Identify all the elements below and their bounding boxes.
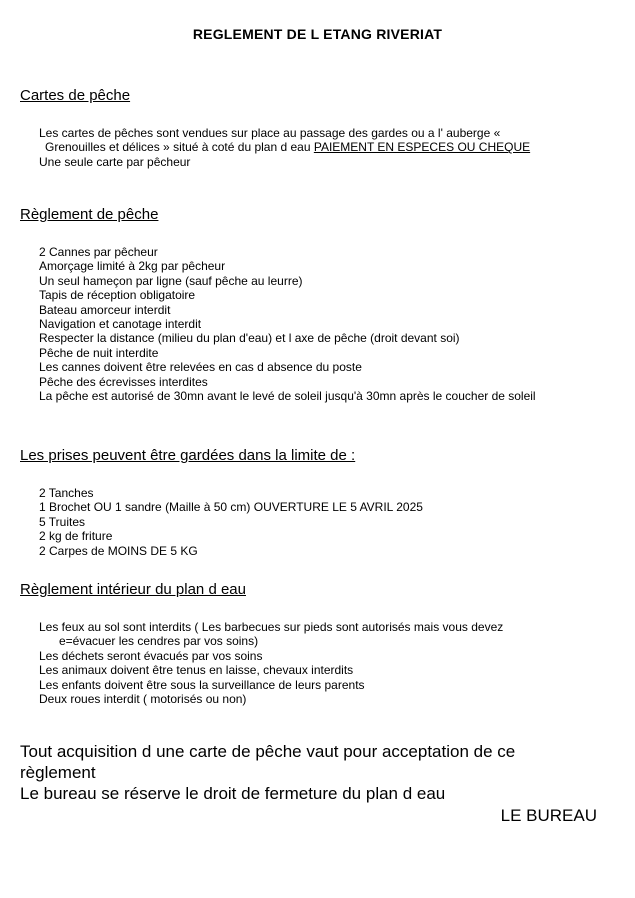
list-item: Pêche de nuit interdite — [39, 345, 159, 360]
list-item: Les animaux doivent être tenus en laisse, chevaux interdits — [39, 663, 354, 678]
interieur-line-2: e=évacuer les cendres par vos soins) — [59, 634, 259, 649]
cartes-line-3: Une seule carte par pêcheur — [39, 154, 191, 169]
list-item: 2 kg de friture — [39, 529, 113, 544]
list-item: 1 Brochet OU 1 sandre (Maille à 50 cm) OUVERTURE LE 5 AVRIL 2025 — [39, 500, 423, 515]
section-heading-interieur: Règlement intérieur du plan d eau — [20, 581, 246, 598]
list-item: Tapis de réception obligatoire — [39, 288, 196, 303]
section-heading-cartes: Cartes de pêche — [20, 87, 131, 104]
list-item: Les enfants doivent être sous la surveillance de leurs parents — [39, 677, 365, 692]
signature: LE BUREAU — [500, 806, 597, 825]
interieur-list — [39, 620, 503, 706]
list-item: Les cannes doivent être relevées en cas d absence du poste — [39, 360, 362, 375]
list-item: Deux roues interdit ( motorisés ou non) — [39, 692, 247, 707]
cartes-text-block — [39, 126, 530, 169]
cartes-line-2-text: Grenouilles et délices » situé à coté du plan d eau — [45, 140, 314, 155]
page-title: REGLEMENT DE L ETANG RIVERIAT — [192, 26, 443, 42]
list-item: Respecter la distance (milieu du plan d'eau) et l axe de pêche (droit devant soi) — [39, 331, 460, 346]
list-item: La pêche est autorisé de 30mn avant le levé de soleil jusqu'à 30mn après le coucher de soleil — [39, 389, 536, 404]
closing-line-1: Tout acquisition d une carte de pêche vaut pour acceptation de ce — [20, 742, 516, 761]
payment-notice: PAIEMENT EN ESPECES OU CHEQUE — [313, 140, 531, 155]
list-item: Les déchets seront évacués par vos soins — [39, 648, 263, 663]
closing-statement — [20, 741, 515, 804]
list-item: Bateau amorceur interdit — [39, 302, 171, 317]
closing-line-3: Le bureau se réserve le droit de fermeture du plan d eau — [20, 784, 446, 803]
list-item: Navigation et canotage interdit — [39, 317, 202, 332]
list-item: 2 Tanches — [39, 486, 94, 500]
list-item: 5 Truites — [39, 514, 86, 529]
list-item: Amorçage limité à 2kg par pêcheur — [39, 259, 226, 274]
cartes-line-2 — [39, 140, 530, 154]
section-heading-reglement: Règlement de pêche — [20, 206, 159, 223]
list-item: Un seul hameçon par ligne (sauf pêche au leurre) — [39, 273, 303, 288]
list-item: 2 Carpes de MOINS DE 5 KG — [39, 543, 198, 558]
list-item: 2 Cannes par pêcheur — [39, 245, 158, 259]
list-item: Pêche des écrevisses interdites — [39, 374, 208, 389]
section-heading-prises: Les prises peuvent être gardées dans la limite de : — [20, 447, 356, 464]
closing-line-2: règlement — [20, 763, 96, 782]
prises-list — [39, 486, 423, 558]
cartes-line-1: Les cartes de pêches sont vendues sur place au passage des gardes ou a l' auberge « — [39, 126, 501, 140]
interieur-line-1: Les feux au sol sont interdits ( Les barbecues sur pieds sont autorisés mais vous devez — [39, 620, 504, 634]
reglement-list — [39, 245, 536, 403]
